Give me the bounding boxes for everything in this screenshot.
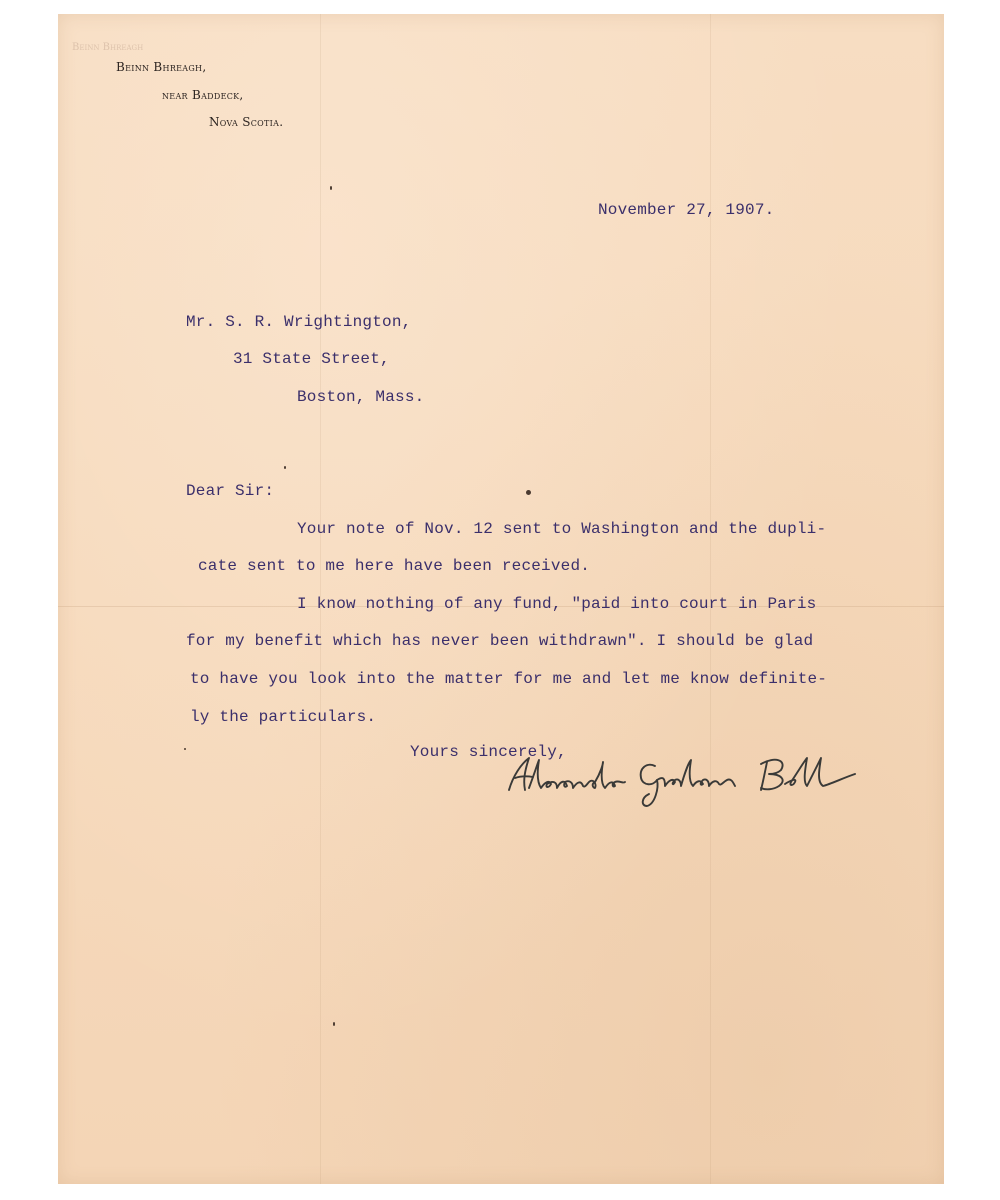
ink-speck bbox=[333, 1022, 335, 1026]
faint-embossed-stamp: Beinn Bhreagh bbox=[72, 42, 144, 53]
handwritten-signature bbox=[505, 752, 875, 812]
recipient-name: Mr. S. R. Wrightington, bbox=[186, 313, 412, 331]
closing: Yours sincerely, bbox=[410, 743, 567, 761]
body-line: to have you look into the matter for me and let me know definite- bbox=[190, 670, 828, 688]
ink-speck bbox=[284, 466, 286, 469]
body-line: Your note of Nov. 12 sent to Washington and the dupli- bbox=[297, 520, 827, 538]
body-line: for my benefit which has never been withdrawn". I should be glad bbox=[186, 632, 814, 650]
body-line: ly the particulars. bbox=[190, 708, 377, 726]
body-line: cate sent to me here have been received. bbox=[198, 557, 591, 575]
body-line: I know nothing of any fund, "paid into court in Paris bbox=[297, 595, 817, 613]
ink-speck bbox=[184, 748, 186, 750]
letter-date: November 27, 1907. bbox=[598, 201, 775, 219]
salutation: Dear Sir: bbox=[186, 482, 275, 500]
letterhead-line-2: near Baddeck, bbox=[162, 88, 244, 102]
letterhead-line-3: Nova Scotia. bbox=[209, 115, 284, 129]
ink-speck bbox=[526, 490, 531, 495]
recipient-city: Boston, Mass. bbox=[297, 388, 425, 406]
recipient-street: 31 State Street, bbox=[233, 350, 390, 368]
letterhead-line-1: Beinn Bhreagh, bbox=[116, 60, 207, 74]
ink-speck bbox=[330, 186, 332, 190]
